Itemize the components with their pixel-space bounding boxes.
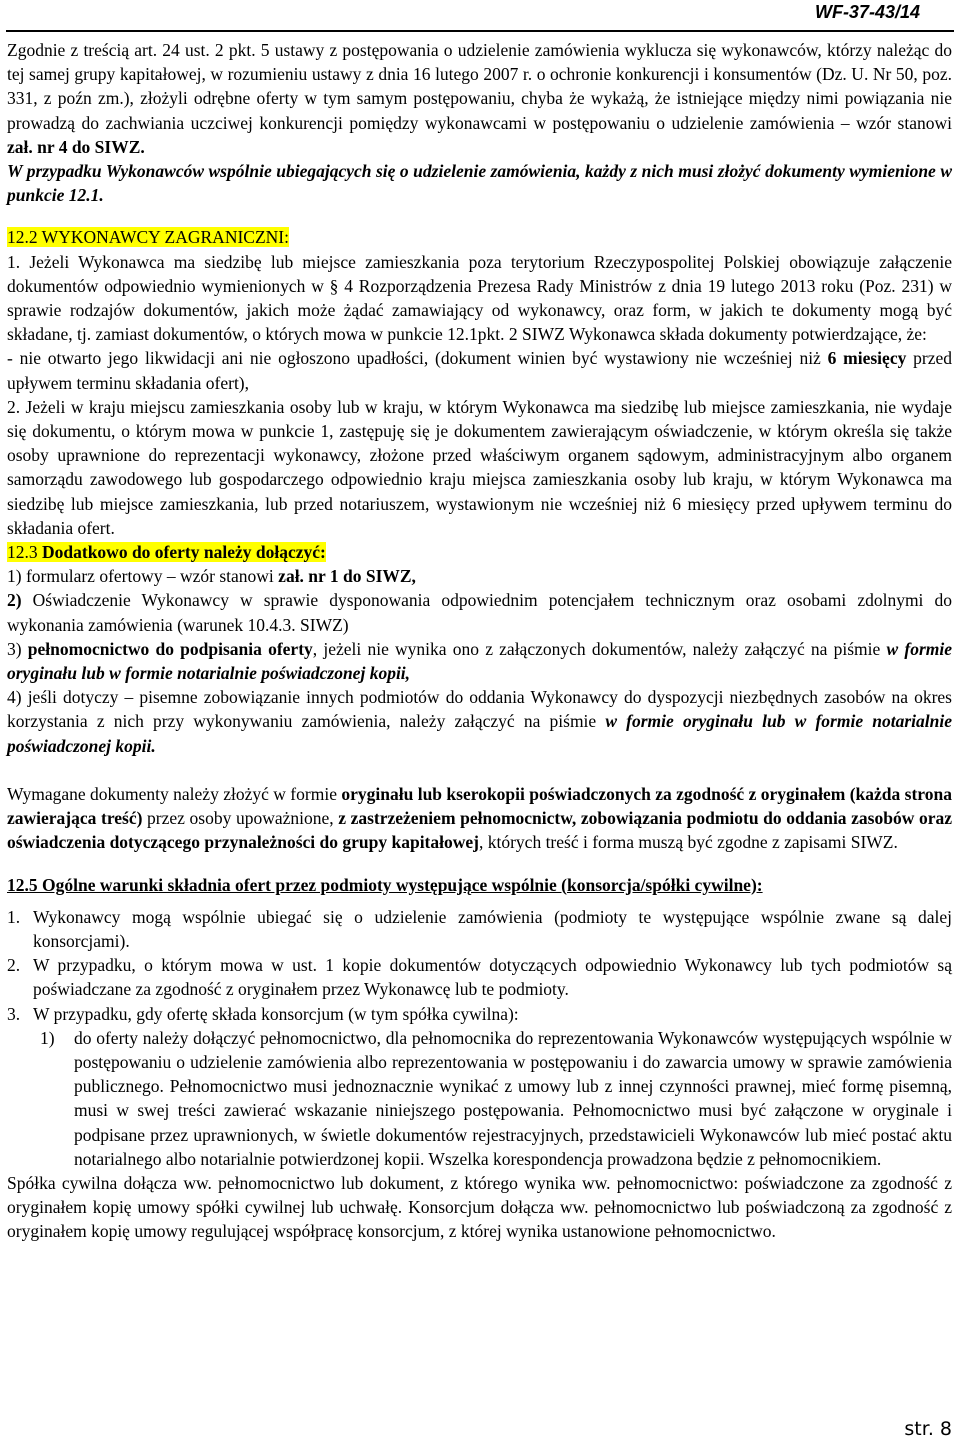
item-text: W przypadku, gdy ofertę składa konsorcjum (w tym spółka cywilna): [33, 1003, 519, 1024]
emphasis: oryginału lub kserokopii poświadczonych za zgodność z oryginałem (każda strona zawierająca treść) [7, 783, 952, 829]
emphasis: w formie oryginału lub w formie notarialnie poświadczonej kopii. [7, 711, 952, 756]
text: 1) formularz ofertowy – wzór stanowi [7, 566, 279, 587]
list-item [7, 905, 952, 953]
text: 4) jeśli dotyczy – pisemne zobowiązanie innych podmiotów do oddania Wykonawcy do dyspozycji niezbędnych zasobów na okres korzystania z nich przy wykonywaniu zamówienia, należy załączyć na piśmie [7, 687, 952, 732]
text: , jeżeli nie wynika ono z załączonych dokumentów, należy załączyć na piśmie [312, 638, 887, 659]
emphasis: zał. nr 1 do SIWZ, [278, 566, 416, 587]
emphasis: pełnomocnictwo do podpisania oferty [27, 638, 313, 659]
item-number: 2. [7, 955, 21, 976]
item-number: 3) [7, 638, 28, 659]
item-text: Wykonawcy mogą wspólnie ubiegać się o udzielenie zamówienia (podmioty te występujące wspólnie zwane są dalej konsorcjami). [33, 906, 952, 951]
text: przed upływem terminu składania ofert), [7, 348, 952, 393]
text: przez osoby upoważnione, [142, 808, 339, 829]
sub-list-item [40, 1026, 952, 1171]
required-documents-paragraph [7, 782, 952, 855]
section-12-2-paragraph-3: 2. Jeżeli w kraju miejscu zamieszkania osoby lub w kraju, w którym Wykonawca ma siedzibę lub miejsce zamieszkania, nie wydaje się dokumentu, o którym mowa w punkcie 1, zastępuję się je dokumentem zawierającym oświadczenie, w którym określa się także osoby uprawnione do reprezentacji wykonawcy, złożone przed właściwym organem sądowym, administracyjnym albo organem samorządu zawodowego lub gospodarczego odpowiednio kraju miejsca zamieszkania osoby lub kraju, w którym Wykonawca ma siedzibę lub miejsce zamieszkania, lub przed notariuszem, wystawionym nie wcześniej niż 6 miesięcy przed upływem terminu do składania ofert. [7, 396, 952, 538]
text: Oświadczenie Wykonawcy w sprawie dysponowania odpowiednim potencjałem technicznym oraz osobami zdolnymi do wykonania zamówienia (warunek 10.4.3. SIWZ) [7, 590, 952, 635]
section-12-3-heading: Dodatkowo do oferty należy dołączyć: [37, 542, 326, 563]
attachment-item-3 [7, 637, 952, 685]
document-body [7, 38, 952, 1244]
attachment-reference: zał. nr 4 do SIWZ. [7, 136, 145, 157]
list-item [7, 1002, 952, 1026]
item-number: 1) [40, 1027, 55, 1048]
item-number: 2) [7, 590, 22, 611]
section-12-2-heading: 12.2 WYKONAWCY ZAGRANICZNI: [7, 227, 289, 248]
list-item [7, 953, 952, 1001]
civil-partnership-note: Spółka cywilna dołącza ww. pełnomocnictwo lub dokument, z którego wynika ww. pełnomocnictwo: poświadczone za zgodność z oryginałem kopię umowy spółki cywilnej lub uchwałę. Konsorcjum dołącza ww. pełnomocnictwo lub poświadczoną za zgodność z oryginałem kopię umowy regulującej współpracę konsorcjum, z której wynika ustanowione pełnomocnictwo. [7, 1172, 952, 1242]
section-12-5-heading: 12.5 Ogólne warunki składnia ofert przez podmioty występujące wspólnie (konsorcja/spółki cywilne): [7, 874, 763, 895]
intro-text: Zgodnie z treścią art. 24 ust. 2 pkt. 5 ustawy z postępowania o udzielenie zamówienia wyklucza się wykonawców, którzy należąc do tej samej grupy kapitałowej, w rozumieniu ustawy z dnia 16 lutego 2007 r. o ochronie konkurencji i konsumentów (Dz. U. Nr 50, poz. 331, z poźn zm.), złożyli odrębne oferty w tym samym postępowaniu, chyba że wykażą, że istniejące między nimi powiązania nie prowadzą do zachwiania uczciwej konkurencji pomiędzy wykonawcami w postępowaniu o udzielenie zamówienia – wzór stanowi [7, 40, 952, 133]
item-number: 3. [7, 1003, 21, 1024]
intro-paragraph [7, 38, 952, 159]
emphasis: z zastrzeżeniem pełnomocnictw, zobowiązania podmiotu do oddania zasobów oraz oświadczenia dotyczącego przynależności do grupy kapitałowej [7, 808, 952, 853]
attachment-item-2 [7, 588, 952, 636]
section-12-5-title [7, 873, 952, 897]
item-text: W przypadku, o którym mowa w ust. 1 kopie dokumentów dotyczących odpowiednio Wykonawcy lub tych podmiotów są poświadczane za zgodność z oryginałem przez Wykonawcę lub te podmioty. [33, 955, 952, 1000]
header-rule [6, 30, 954, 32]
consortium-note [7, 159, 952, 207]
attachment-item-1 [7, 564, 952, 588]
section-12-2-paragraph-1: 1. Jeżeli Wykonawca ma siedzibę lub miejsce zamieszkania poza terytorium Rzeczypospolitej Polskiej obowiązuje załączenie dokumentów odpowiednio wymienionych w § 4 Rozporządzenia Prezesa Rady Ministrów z dnia 19 lutego 2013 roku (Poz. 231) w sprawie rodzajów dokumentów, jakich może żądać zamawiający od wykonawcy, oraz form, w jakich te dokumenty mogą być składane, tj. zamiast dokumentów, o których mowa w punkcie 12.1pkt. 2 SIWZ Wykonawca składa dokumenty potwierdzające, że: [7, 251, 952, 345]
emphasis: w formie oryginału lub w formie notarialnie poświadczonej kopii, [7, 638, 953, 684]
text: - nie otwarto jego likwidacji ani nie ogłoszono upadłości, (dokument winien być wystawiony nie wcześniej niż [7, 348, 828, 369]
emphasis: 6 miesięcy [827, 348, 907, 369]
item-number: 1. [7, 906, 21, 927]
text: Wymagane dokumenty należy złożyć w formie [7, 783, 342, 804]
document-code: WF-37-43/14 [814, 2, 920, 22]
section-12-2-paragraph-2 [7, 346, 952, 394]
attachment-item-4 [7, 685, 952, 758]
section-12-2-title [7, 225, 952, 249]
item-text: do oferty należy dołączyć pełnomocnictwo, dla pełnomocnika do reprezentowania Wykonawców występujących wspólnie w postępowaniu o udzielenie zamówienia albo reprezentowania w postępowaniu i do zawarcia umowy w sprawie zamówienia publicznego. Pełnomocnictwo musi jednoznacznie wynikać z umowy lub z innej czynności prawnej, mieć formę pisemną, musi w swej treści zawierać wskazanie niniejszego postępowania. Pełnomocnictwo musi być załączone w oryginale i podpisane przez uprawnionych, w świetle dokumentów rejestracyjnych, przedstawicieli Wykonawców lub mieć postać aktu notarialnego albo notarialnie potwierdzonej kopii. Wszelka korespondencja prowadzona będzie z pełnomocnikiem. [74, 1027, 952, 1169]
section-number: 12.3 [7, 542, 38, 563]
consortium-list [7, 905, 952, 1244]
section-12-3-title [7, 540, 952, 564]
page-number: str. 8 [904, 1418, 952, 1440]
text: , których treść i forma muszą być zgodne z zapisami SIWZ. [478, 832, 898, 853]
consortium-note-text: W przypadku Wykonawców wspólnie ubiegających się o udzielenie zamówienia, każdy z nich musi złożyć dokumenty wymienione w punkcie 12.1. [7, 161, 952, 206]
